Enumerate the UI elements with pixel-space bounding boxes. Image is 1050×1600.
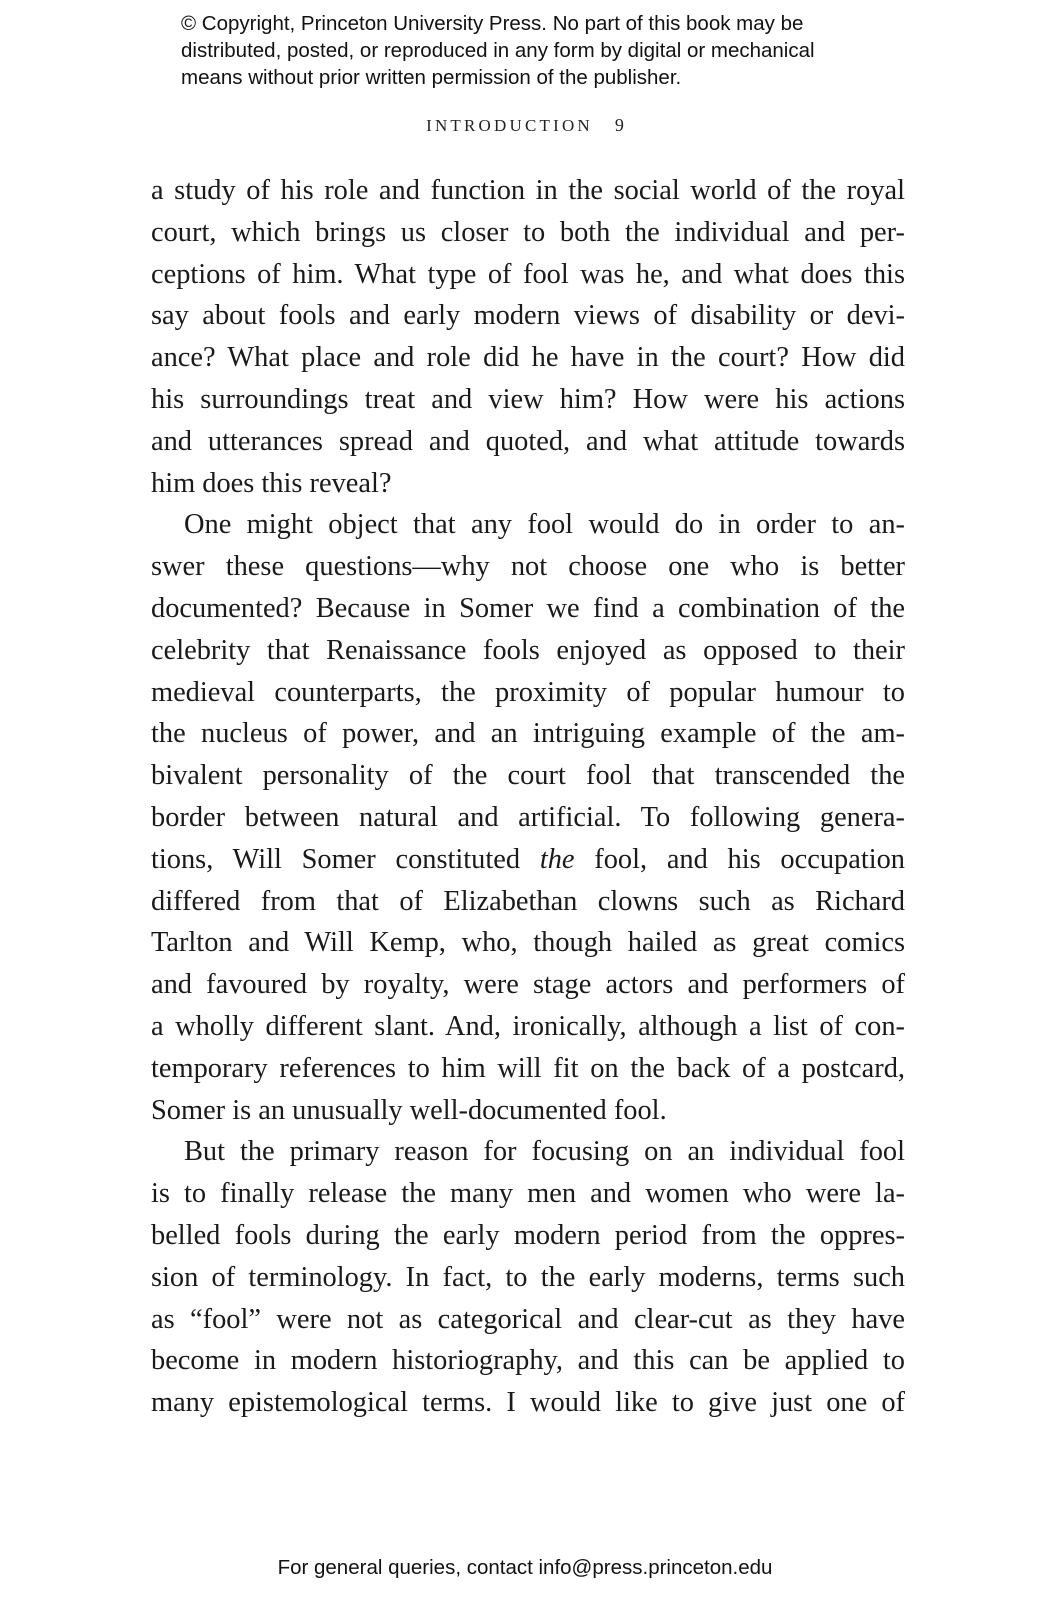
paragraph bbox=[151, 1131, 905, 1424]
text-line: Somer is an unusually well-documented fool. bbox=[151, 1094, 667, 1126]
copyright-notice bbox=[181, 10, 941, 91]
copyright-line: © Copyright, Princeton University Press. No part of this book may be bbox=[181, 12, 804, 35]
text-line: differed from that of Elizabethan clowns such as Richard bbox=[151, 885, 905, 917]
paragraph bbox=[151, 504, 905, 1131]
text-line: ance? What place and role did he have in the court? How did bbox=[151, 342, 905, 374]
body-text bbox=[151, 170, 905, 1424]
italic-emphasis: the bbox=[539, 843, 575, 875]
text-line: many epistemological terms. I would like to give just one of bbox=[151, 1387, 905, 1419]
text-segment: tions, Will Somer constituted bbox=[151, 843, 540, 875]
text-line: documented? Because in Somer we find a combination of the bbox=[151, 592, 905, 624]
running-head-section: INTRODUCTION bbox=[426, 116, 593, 135]
text-line: border between natural and artificial. To following genera- bbox=[151, 801, 905, 833]
text-line: bivalent personality of the court fool that transcended the bbox=[151, 760, 905, 792]
running-head bbox=[0, 115, 1050, 136]
text-segment: fool, and his occupation bbox=[574, 843, 905, 875]
text-line: become in modern historiography, and this can be applied to bbox=[151, 1345, 905, 1377]
copyright-line: distributed, posted, or reproduced in any form by digital or mechanical bbox=[181, 39, 815, 62]
text-line: say about fools and early modern views of disability or devi- bbox=[151, 300, 905, 332]
text-line: ceptions of him. What type of fool was he, and what does this bbox=[151, 258, 905, 290]
copyright-line: means without prior written permission of the publisher. bbox=[181, 66, 682, 89]
text-line: belled fools during the early modern period from the oppres- bbox=[151, 1219, 905, 1251]
text-line: medieval counterparts, the proximity of popular humour to bbox=[151, 676, 905, 708]
text-line: is to finally release the many men and women who were la- bbox=[151, 1178, 905, 1210]
text-line: his surroundings treat and view him? How were his actions bbox=[151, 383, 905, 415]
text-line: sion of terminology. In fact, to the early moderns, terms such bbox=[151, 1261, 905, 1293]
text-line: court, which brings us closer to both the individual and per- bbox=[151, 216, 905, 248]
text-line: celebrity that Renaissance fools enjoyed as opposed to their bbox=[151, 634, 905, 666]
text-line-with-italic bbox=[151, 839, 905, 881]
page-number: 9 bbox=[614, 115, 624, 135]
text-line: and utterances spread and quoted, and what attitude towards bbox=[151, 425, 905, 457]
text-line: and favoured by royalty, were stage actors and performers of bbox=[151, 969, 905, 1001]
text-line: But the primary reason for focusing on an individual fool bbox=[184, 1136, 905, 1168]
text-line: One might object that any fool would do in order to an- bbox=[184, 509, 905, 541]
text-line: the nucleus of power, and an intriguing example of the am- bbox=[151, 718, 905, 750]
footer-contact: For general queries, contact info@press.princeton.edu bbox=[277, 1556, 773, 1579]
paragraph bbox=[151, 170, 905, 504]
text-line: a study of his role and function in the social world of the royal bbox=[151, 175, 905, 206]
text-line: a wholly different slant. And, ironically, although a list of con- bbox=[151, 1010, 905, 1042]
text-line: him does this reveal? bbox=[151, 467, 392, 499]
text-line: Tarlton and Will Kemp, who, though hailed as great comics bbox=[151, 927, 905, 959]
text-line: swer these questions—why not choose one who is better bbox=[151, 551, 905, 583]
text-line: as “fool” were not as categorical and clear-cut as they have bbox=[151, 1303, 905, 1335]
text-line: temporary references to him will fit on the back of a postcard, bbox=[151, 1052, 905, 1084]
